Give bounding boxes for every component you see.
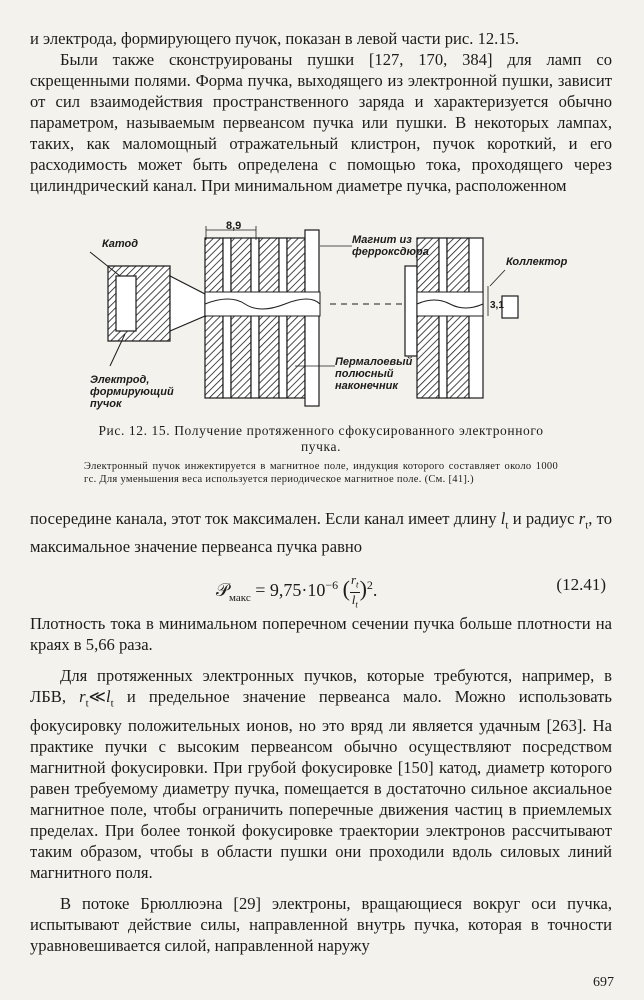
electron-gun	[90, 252, 205, 366]
paragraph-1: и электрода, формирующего пучок, показан в левой части рис. 12.15.	[30, 29, 520, 48]
formula-number: (12.41)	[556, 575, 606, 595]
page-body	[30, 28, 612, 956]
label-cathode: Катод	[102, 238, 139, 250]
label-collector: Коллектор	[506, 256, 568, 268]
label-electrode: Электрод, формирующий пучок	[90, 374, 174, 410]
label-gap: 3,1	[490, 300, 504, 311]
formula-body: 𝒫$_{макс}$ = $9,75\cdot 10^{-6}$ ( $\frac{r_t}{l_t}$ )$^2$.	[216, 572, 378, 610]
label-permalloy: Пермалоевый полюсный наконечник	[335, 356, 413, 392]
figure-caption: Рис. 12. 15. Получение протяженного сфокусированного электронного пучка.	[98, 423, 544, 454]
paragraph-5: Для протяженных электронных пучков, которые требуются, например, в ЛБВ, $r_t≪l_t$ и предельное значение первеанса мало. Можно использовать фокусировку положительных ионов, но это вряд ли является удачным [263]. На практике пучки с высоким первеансом обычно осуществляют посредством магнитной фокусировки. При грубой фокусировке [150] катод, диаметр которого равен требуемому диаметру пучка, помещается в достаточно сильное аксиальное магнитное поле, чтобы ограничить поперечные движения частиц в приемлемых пределах. При более тонкой фокусировке траектории электронов рассчитывают таким образом, чтобы в области пушки они проходили вдоль силовых линий магнитного поля.	[30, 666, 612, 882]
paragraph-2: Были также сконструированы пушки [127, 170, 384] для ламп со скрещенными полями. Форма пучка, выходящего из электронной пушки, зависит от сил взаимодействия пространственного заряда и характеризуется обычно параметром, называемым первеансом пучка или пушки. В некоторых лампах, таких, как маломощный отражательный клистрон, пучок короткий, и его расходимость может быть определена с помощью тока, проходящего через цилиндрический канал. При минимальном диаметре пучка, расположенном	[30, 50, 612, 195]
fraction: $\frac{r_t}{l_t}$	[350, 572, 359, 610]
magnet-stack-left	[205, 226, 352, 406]
page-number: 697	[593, 975, 614, 990]
paragraph-4: Плотность тока в минимальном поперечном сечении пучка больше плотности на краях в 5,66 раза.	[30, 614, 612, 655]
paragraph-6: В потоке Брюллюэна [29] электроны, вращающиеся вокруг оси пучка, испытывают действие силы, направленной внутрь пучка, которая в точности уравновешивается силой, направленной наружу	[30, 893, 612, 955]
figure-note: Электронный пучок инжектируется в магнитное поле, индукция которого составляет около 1000 гс. Для уменьшения веса используется периодическое магнитное поле. (См. [41].)	[84, 461, 558, 485]
label-magnet: Магнит из ферроксдюра	[352, 234, 429, 258]
label-dimension: 8,9	[226, 220, 242, 232]
formula-12-41	[30, 565, 612, 609]
figure-12-15	[30, 216, 612, 421]
paragraph-3: посередине канала, этот ток максимален. Если канал имеет длину $l_t$ и радиус $r_t$, то максимальное значение первеанса пучка равно	[30, 509, 612, 557]
collector-block	[502, 296, 518, 318]
